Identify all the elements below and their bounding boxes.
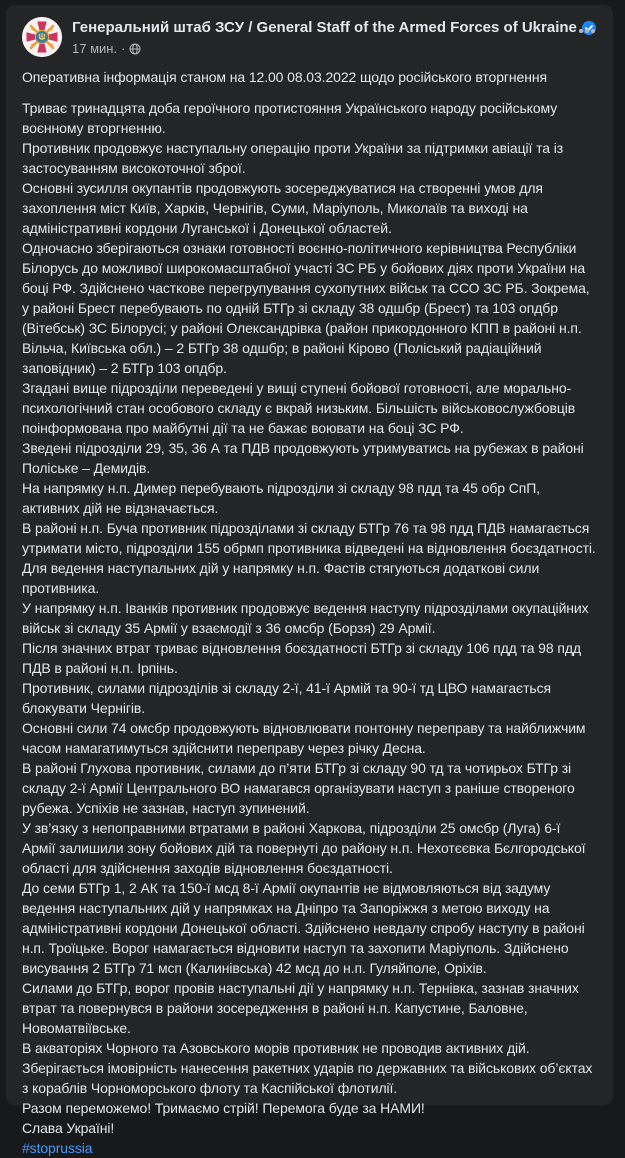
globe-privacy-icon (129, 43, 141, 55)
post-meta-row (72, 41, 571, 57)
more-dot-icon (591, 29, 595, 33)
post-paragraph: Зведені підрозділи 29, 35, 36 А та ПДВ продовжують утримуватись на рубежах в районі Поліське – Демидів. (22, 440, 584, 476)
post-paragraph: Згадані вище підрозділи переведені у вищі ступені бойової готовності, але морально-психологічний стан особового складу є вкрай низьким. Більшість військовослужбовців поінформована про майбутні дії та не бажає воювати на боці ЗС РФ. (22, 380, 576, 436)
post-header (22, 17, 597, 57)
page-avatar[interactable] (22, 17, 62, 57)
post-paragraph: Разом переможемо! Тримаємо стрій! Перемога буде за НАМИ! (22, 1100, 425, 1116)
post-paragraph: Після значних втрат триває відновлення боєздатності БТГр зі складу 106 пдд та 98 пдд ПДВ в районі н.п. Ірпінь. (22, 640, 581, 676)
more-dot-icon (579, 29, 583, 33)
post-text-body (22, 67, 597, 1158)
header-text-block (72, 17, 577, 57)
facebook-post-card (6, 5, 613, 1156)
hashtag-link[interactable]: #stoprussia (22, 1140, 93, 1156)
post-paragraphs (22, 98, 597, 1138)
post-paragraph: Противник, силами підрозділів зі складу 2-ї, 41-ї Армій та 90-ї тд ЦВО намагається блокувати Чернігів. (22, 680, 551, 716)
post-paragraph: Основні зусилля окупантів продовжують зосереджуватися на створенні умов для захоплення міст Київ, Харків, Чернігів, Суми, Маріуполь, Миколаїв та виході на адміністративні кордони Луганської і Донецької областей. (22, 180, 543, 236)
post-paragraph: У напрямку н.п. Іванків противник продовжує ведення наступу підрозділами окупаційних військ зі складу 35 Армії у взаємодії з 36 омсбр (Борзя) 29 Армії. (22, 600, 589, 636)
post-paragraph: Силами до БТГр, ворог провів наступальні дії у напрямку н.п. Тернівка, зазнав значних втрат та повернувся в райони зосередження в районі н.п. Капустине, Баловне, Новоматвіївське. (22, 980, 579, 1036)
post-timestamp[interactable]: 17 мин. (72, 41, 118, 56)
page-name-row (72, 18, 577, 37)
post-paragraph: Одночасно зберігаються ознаки готовності воєнно-політичного керівництва Республіки Білорусь до можливої широкомасштабної участі ЗС РБ у бойових діях проти України на боці РФ. Здійснено часткове перегрупування сухопутних військ та ССО ЗС РБ. Зокрема, у районі Брест перебувають по одній БТГр зі складу 38 одшбр (Брест) та 103 опдбр (Вітебськ) ЗС Білорусі; у районі Олександрівка (район прикордонного КПП в районі н.п. Вільча, Київська обл.) – 2 БТГр 38 одшбр; в районі Кірово (Поліський радіаційний заповідник) – 2 БТГр 103 опдбр. (22, 240, 590, 376)
post-paragraph: Триває тринадцята доба героїчного протистояння Українського народу російському воєнному вторгненню. (22, 100, 558, 136)
post-paragraph: У зв’язку з непоправними втратами в районі Харкова, підрозділи 25 омсбр (Луга) 6-ї Армії залишили зону бойових дій та повернуті до району н.п. Нехотєєвка Бєлгородської області для здійснення заходів відновлення боєздатності. (22, 820, 586, 876)
post-paragraph: Для ведення наступальних дій у напрямку н.п. Фастів стягуються додаткові сили противника. (22, 560, 540, 596)
ukraine-general-staff-emblem-icon (22, 17, 62, 57)
post-paragraph: Слава Україні! (22, 1120, 115, 1136)
post-intro-paragraph: Оперативна інформація станом на 12.00 08.03.2022 щодо російського вторгнення (22, 69, 547, 85)
post-paragraph: Основні сили 74 омсбр продовжують відновлювати понтонну переправу та найближчим часом намагатимуться здійснити переправу через річку Десна. (22, 720, 586, 756)
page-name-link[interactable]: Генеральний штаб ЗСУ / General Staff of the Armed Forces of Ukraine (72, 19, 577, 36)
post-paragraph: На напрямку н.п. Димер перебувають підрозділи зі складу 98 пдд та 45 обр СпП, активних дій не відзначається. (22, 480, 540, 516)
more-dot-icon (585, 29, 589, 33)
post-paragraph: В районі н.п. Буча противник підрозділами зі складу БТГр 76 та 98 пдд ПДВ намагається утримати місто, підрозділи 155 обрмп противника відведені на відновлення боєздатності. (22, 520, 596, 556)
post-paragraph: В районі Глухова противник, силами до п’яти БТГр зі складу 90 тд та чотирьох БТГр зі складу 2-ї Армії Центрального ВО намагався організувати наступ з раніше створеного рубежа. Успіхів не зазнав, наступ зупинений. (22, 760, 575, 816)
post-paragraph: В акваторіях Чорного та Азовського морів противник не проводив активних дій. Зберігається імовірність нанесення ракетних ударів по державних та військових об’єктах з кораблів Чорноморського флоту та Каспійської флотилії. (22, 1040, 593, 1096)
post-options-button[interactable] (571, 15, 603, 47)
post-paragraph: Противник продовжує наступальну операцію проти України за підтримки авіації та із застосуванням високоточної зброї. (22, 140, 564, 176)
meta-separator: · (121, 41, 126, 56)
post-paragraph: До семи БТГр 1, 2 АК та 150-ї мсд 8-ї Армії окупантів не відмовляються від задуму ведення наступальних дій у напрямках на Дніпро та Запоріжжя з метою виходу на адміністративні кордони Донецької області. Здійснено невдалу спробу наступу в районі н.п. Троїцьке. Ворог намагається відновити наступ та захопити Маріуполь. Здійснено висування 2 БТГр 71 мсп (Калинівська) 42 мсд до н.п. Гуляйполе, Оріхів. (22, 880, 585, 976)
